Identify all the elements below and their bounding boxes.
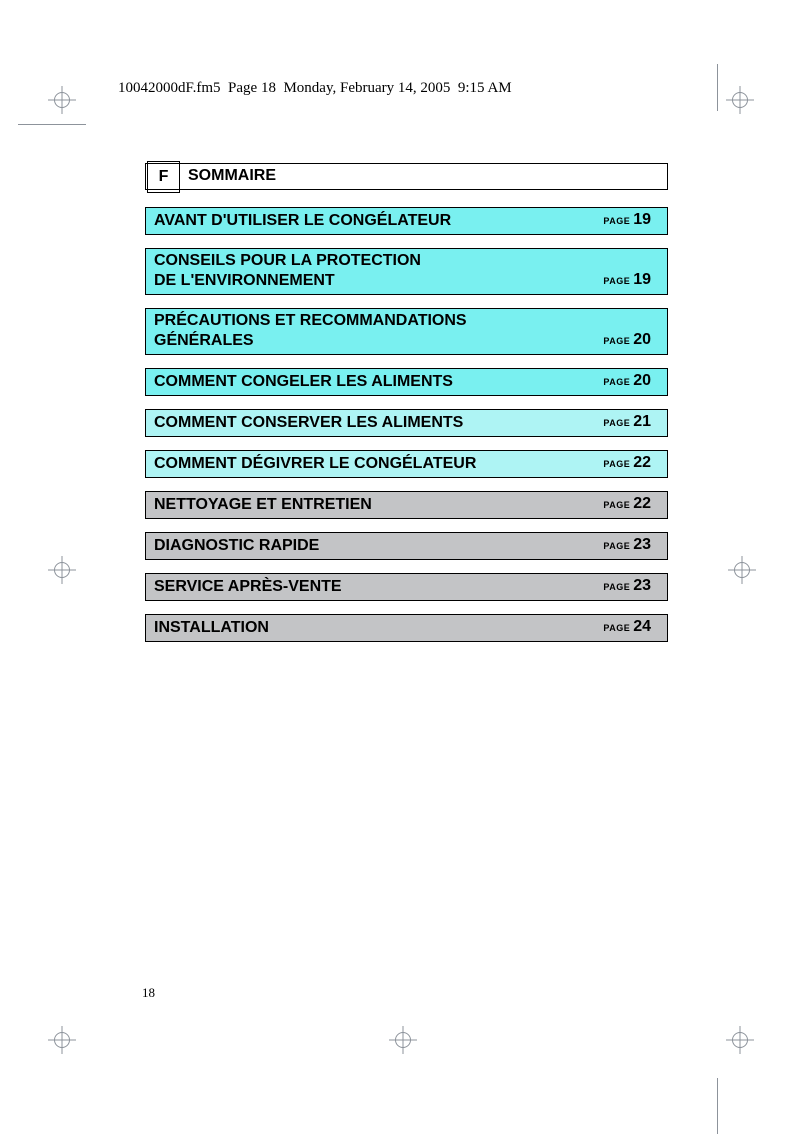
language-code-box: [147, 161, 180, 193]
document-header: 10042000dF.fm5 Page 18 Monday, February 14, 2005 9:15 AM: [118, 80, 512, 96]
toc-entry-title: [154, 536, 319, 556]
page-number: 19: [633, 271, 651, 288]
language-code: F: [158, 168, 169, 185]
page-label: PAGE: [603, 459, 631, 469]
toc-entry: [145, 207, 668, 235]
toc-entry-line: AVANT D'UTILISER LE CONGÉLATEUR: [154, 212, 452, 229]
page-number: 23: [633, 536, 651, 553]
page-label: PAGE: [603, 276, 631, 286]
toc-entry-line: NETTOYAGE ET ENTRETIEN: [154, 496, 372, 513]
toc-entry: [145, 409, 668, 437]
page-label: PAGE: [603, 216, 631, 226]
crop-mark-line: [717, 64, 718, 111]
toc-entry: [145, 614, 668, 642]
toc-entry-line: PRÉCAUTIONS ET RECOMMANDATIONS: [154, 312, 467, 329]
toc-entry-line: INSTALLATION: [154, 619, 269, 636]
toc-entry-line: GÉNÉRALES: [154, 332, 254, 349]
toc-title: SOMMAIRE: [188, 167, 276, 184]
toc-entry: [145, 532, 668, 560]
toc-entry-page: [603, 330, 651, 351]
toc-entry-page: [603, 576, 651, 597]
crop-mark-line: [717, 1078, 718, 1134]
toc-entry-title: [154, 211, 451, 231]
page-number: 22: [633, 495, 651, 512]
registration-mark-icon: [385, 1022, 421, 1058]
page-label: PAGE: [603, 336, 631, 346]
toc-entry: [145, 308, 668, 355]
toc-entry-page: [603, 494, 651, 515]
registration-mark-icon: [722, 82, 758, 118]
toc-entry-page: [603, 210, 651, 231]
registration-mark-icon: [724, 552, 760, 588]
crop-mark-line: [18, 124, 86, 125]
registration-mark-icon: [722, 1022, 758, 1058]
toc-entry-page: [603, 412, 651, 433]
toc-entry: [145, 248, 668, 295]
toc-entry-title: [154, 495, 372, 515]
toc-entry-title: [154, 454, 476, 474]
table-of-contents: [145, 163, 668, 655]
toc-entry-title: [154, 413, 463, 433]
page-number: 20: [633, 372, 651, 389]
toc-entry-line: DIAGNOSTIC RAPIDE: [154, 537, 320, 554]
toc-entry-title: [154, 618, 269, 638]
toc-entry-page: [603, 270, 651, 291]
toc-entry-line: SERVICE APRÈS-VENTE: [154, 578, 342, 595]
toc-entry: [145, 450, 668, 478]
page-number: 23: [633, 577, 651, 594]
toc-entry-line: COMMENT CONSERVER LES ALIMENTS: [154, 414, 464, 431]
page-number: 21: [633, 413, 651, 430]
page-label: PAGE: [603, 582, 631, 592]
page-label: PAGE: [603, 500, 631, 510]
toc-entry-line: COMMENT CONGELER LES ALIMENTS: [154, 373, 453, 390]
page-footer-number: 18: [142, 985, 155, 1000]
toc-entry-title: [154, 372, 453, 392]
toc-entry: [145, 573, 668, 601]
toc-entry-page: [603, 535, 651, 556]
page-number: 19: [633, 211, 651, 228]
registration-mark-icon: [44, 1022, 80, 1058]
page-label: PAGE: [603, 623, 631, 633]
toc-entry-title: [154, 251, 421, 291]
toc-entry: [145, 491, 668, 519]
toc-entry-page: [603, 371, 651, 392]
toc-entry: [145, 368, 668, 396]
page-label: PAGE: [603, 418, 631, 428]
toc-entry-line: DE L'ENVIRONNEMENT: [154, 272, 335, 289]
registration-mark-icon: [44, 552, 80, 588]
toc-entry-line: COMMENT DÉGIVRER LE CONGÉLATEUR: [154, 455, 477, 472]
page-number: 24: [633, 618, 651, 635]
page-number: 20: [633, 331, 651, 348]
toc-title-bar: [145, 163, 668, 190]
page-label: PAGE: [603, 541, 631, 551]
toc-entry-title: [154, 311, 467, 351]
toc-entry-page: [603, 617, 651, 638]
registration-mark-icon: [44, 82, 80, 118]
toc-entry-title: [154, 577, 342, 597]
page-label: PAGE: [603, 377, 631, 387]
toc-entry-page: [603, 453, 651, 474]
toc-entry-line: CONSEILS POUR LA PROTECTION: [154, 252, 421, 269]
page-number: 22: [633, 454, 651, 471]
